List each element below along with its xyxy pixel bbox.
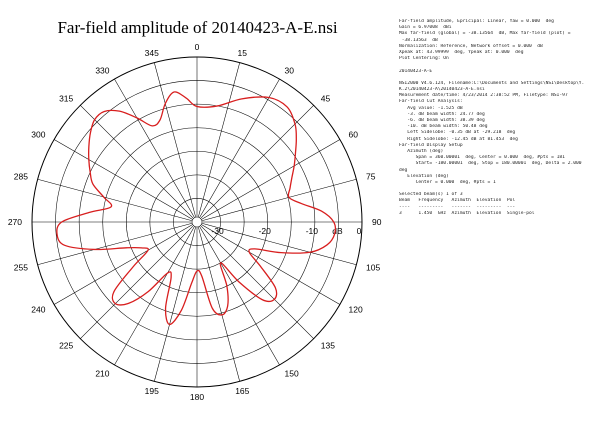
angle-tick-label: 225 bbox=[59, 340, 74, 351]
grid-spoke bbox=[54, 225, 193, 305]
info-line: Plot Centering: On bbox=[399, 56, 449, 62]
info-line: Avg value: -1.525 dB bbox=[399, 105, 463, 111]
angle-tick-label: 300 bbox=[31, 129, 46, 140]
angle-tick-label: 15 bbox=[237, 47, 248, 58]
grid-spoke bbox=[115, 226, 195, 365]
grid-spoke bbox=[115, 79, 195, 218]
radial-tick-label: -20 bbox=[258, 226, 271, 236]
angle-tick-label: 0 bbox=[194, 42, 200, 52]
angle-tick-label: 315 bbox=[59, 93, 74, 104]
grid-spoke bbox=[38, 223, 193, 264]
angle-tick-label: 330 bbox=[95, 65, 110, 76]
grid-spoke bbox=[198, 227, 239, 382]
info-line: -6. dB beam width: 38.39 deg bbox=[399, 118, 485, 123]
info-line: Max far-field (global) = -38.13564 dB, Max far-field (plot) = bbox=[399, 31, 571, 37]
grid-spoke bbox=[201, 140, 340, 220]
info-line: 20140423-A-E bbox=[399, 68, 433, 74]
angle-tick-label: 90 bbox=[372, 217, 382, 227]
angle-tick-label: 180 bbox=[189, 392, 205, 400]
grid-spoke bbox=[201, 225, 340, 305]
angle-tick-label: 60 bbox=[348, 129, 359, 140]
info-panel bbox=[399, 19, 604, 217]
radial-tick-label: 0 bbox=[356, 226, 362, 236]
angle-tick-label: 120 bbox=[348, 304, 363, 315]
angle-tick-label: 285 bbox=[13, 171, 28, 182]
chart-title: Far-field amplitude of 20140423-A-E.nsi bbox=[57, 18, 338, 37]
info-line: NSI2000 V4.6.124, Filename:C:\Documents and Settings\NSI\Desktop\Y. bbox=[399, 80, 585, 86]
info-line: Left Sidelobe: -0.35 dB at -29.218 deg bbox=[399, 130, 516, 136]
radial-tick-label: -30 bbox=[211, 226, 224, 236]
info-line: Measurement date/time: 4/23/2014 2:38:52 PM, Filetype: NSI-97 bbox=[399, 93, 568, 99]
grid-spoke bbox=[154, 227, 195, 382]
info-line: Center = 0.000 deg, #pts = 1 bbox=[399, 179, 496, 185]
angle-tick-label: 270 bbox=[7, 217, 22, 227]
angle-tick-label: 30 bbox=[284, 65, 294, 76]
grid-spoke bbox=[54, 140, 193, 220]
radial-tick-label: -10 bbox=[305, 226, 319, 236]
grid-spoke bbox=[80, 226, 193, 339]
info-line: 3 1.450 GHz Azimuth Elevation Single-pol bbox=[399, 210, 535, 216]
info-line: Azimuth (deg) bbox=[399, 148, 444, 154]
angle-tick-label: 165 bbox=[235, 386, 250, 397]
angle-tick-label: 345 bbox=[144, 47, 159, 58]
info-line: ---- --------- ------- --------- --- bbox=[399, 204, 516, 210]
info-line: Span = 360.00001 deg, Center = 0.000 deg, #pts = 181 bbox=[399, 155, 565, 161]
grid-spoke bbox=[198, 63, 239, 218]
info-line: K.2\20140423-A\20140423-A-E.nsi bbox=[399, 87, 485, 93]
info-line: Start= -180.00001 deg, Stop = 180.00001 deg, Delta = 2.000 bbox=[399, 161, 582, 167]
angle-tick-label: 45 bbox=[320, 93, 331, 104]
grid-spoke bbox=[202, 179, 357, 220]
info-line: Right Sidelobe: -12.45 dB at 81.453 deg bbox=[399, 136, 518, 142]
info-line: Far-field amplitude, Epricipal: Linear, Yaw = 0.000 deg bbox=[399, 19, 554, 24]
angle-tick-label: 240 bbox=[31, 304, 46, 315]
grid-spoke bbox=[154, 63, 195, 218]
info-line: Selected beam(s) 1 of 3 bbox=[399, 192, 463, 198]
info-line: -38.13563 dB bbox=[399, 37, 438, 43]
grid-spoke bbox=[200, 226, 280, 365]
info-line: -3. dB beam width: 24.77 deg bbox=[399, 111, 485, 117]
info-line: Beam Frequency Azimuth Elevation Pol bbox=[399, 198, 516, 204]
info-line: Xpeak at: 43.99999 deg, Ypeak at: 0.000 deg bbox=[399, 49, 524, 55]
grid-spoke bbox=[201, 226, 314, 339]
info-line: Far-field Display Setup bbox=[399, 142, 463, 148]
info-line: Far-field Cut Analysis: bbox=[399, 99, 463, 105]
angle-tick-label: 135 bbox=[320, 340, 335, 351]
angle-tick-label: 210 bbox=[95, 368, 110, 379]
info-line: -10. dB beam width: 50.48 deg bbox=[399, 124, 488, 130]
info-line: Gain = 6.97008 dBi bbox=[399, 25, 452, 31]
angle-tick-label: 150 bbox=[284, 368, 299, 379]
grid-spoke bbox=[38, 179, 193, 220]
angle-tick-label: 105 bbox=[366, 262, 381, 273]
radial-units-label: dB bbox=[332, 226, 343, 236]
angle-tick-label: 255 bbox=[13, 262, 28, 273]
grid-hub bbox=[192, 217, 202, 227]
grid-spoke bbox=[80, 105, 193, 218]
info-line: Normalization: Reference, Network offset = 0.000 dB bbox=[399, 43, 543, 49]
angle-tick-label: 75 bbox=[366, 171, 376, 182]
info-line: deg bbox=[399, 167, 408, 173]
info-line: Elevation (deg) bbox=[399, 173, 449, 179]
angle-tick-label: 195 bbox=[144, 386, 159, 397]
